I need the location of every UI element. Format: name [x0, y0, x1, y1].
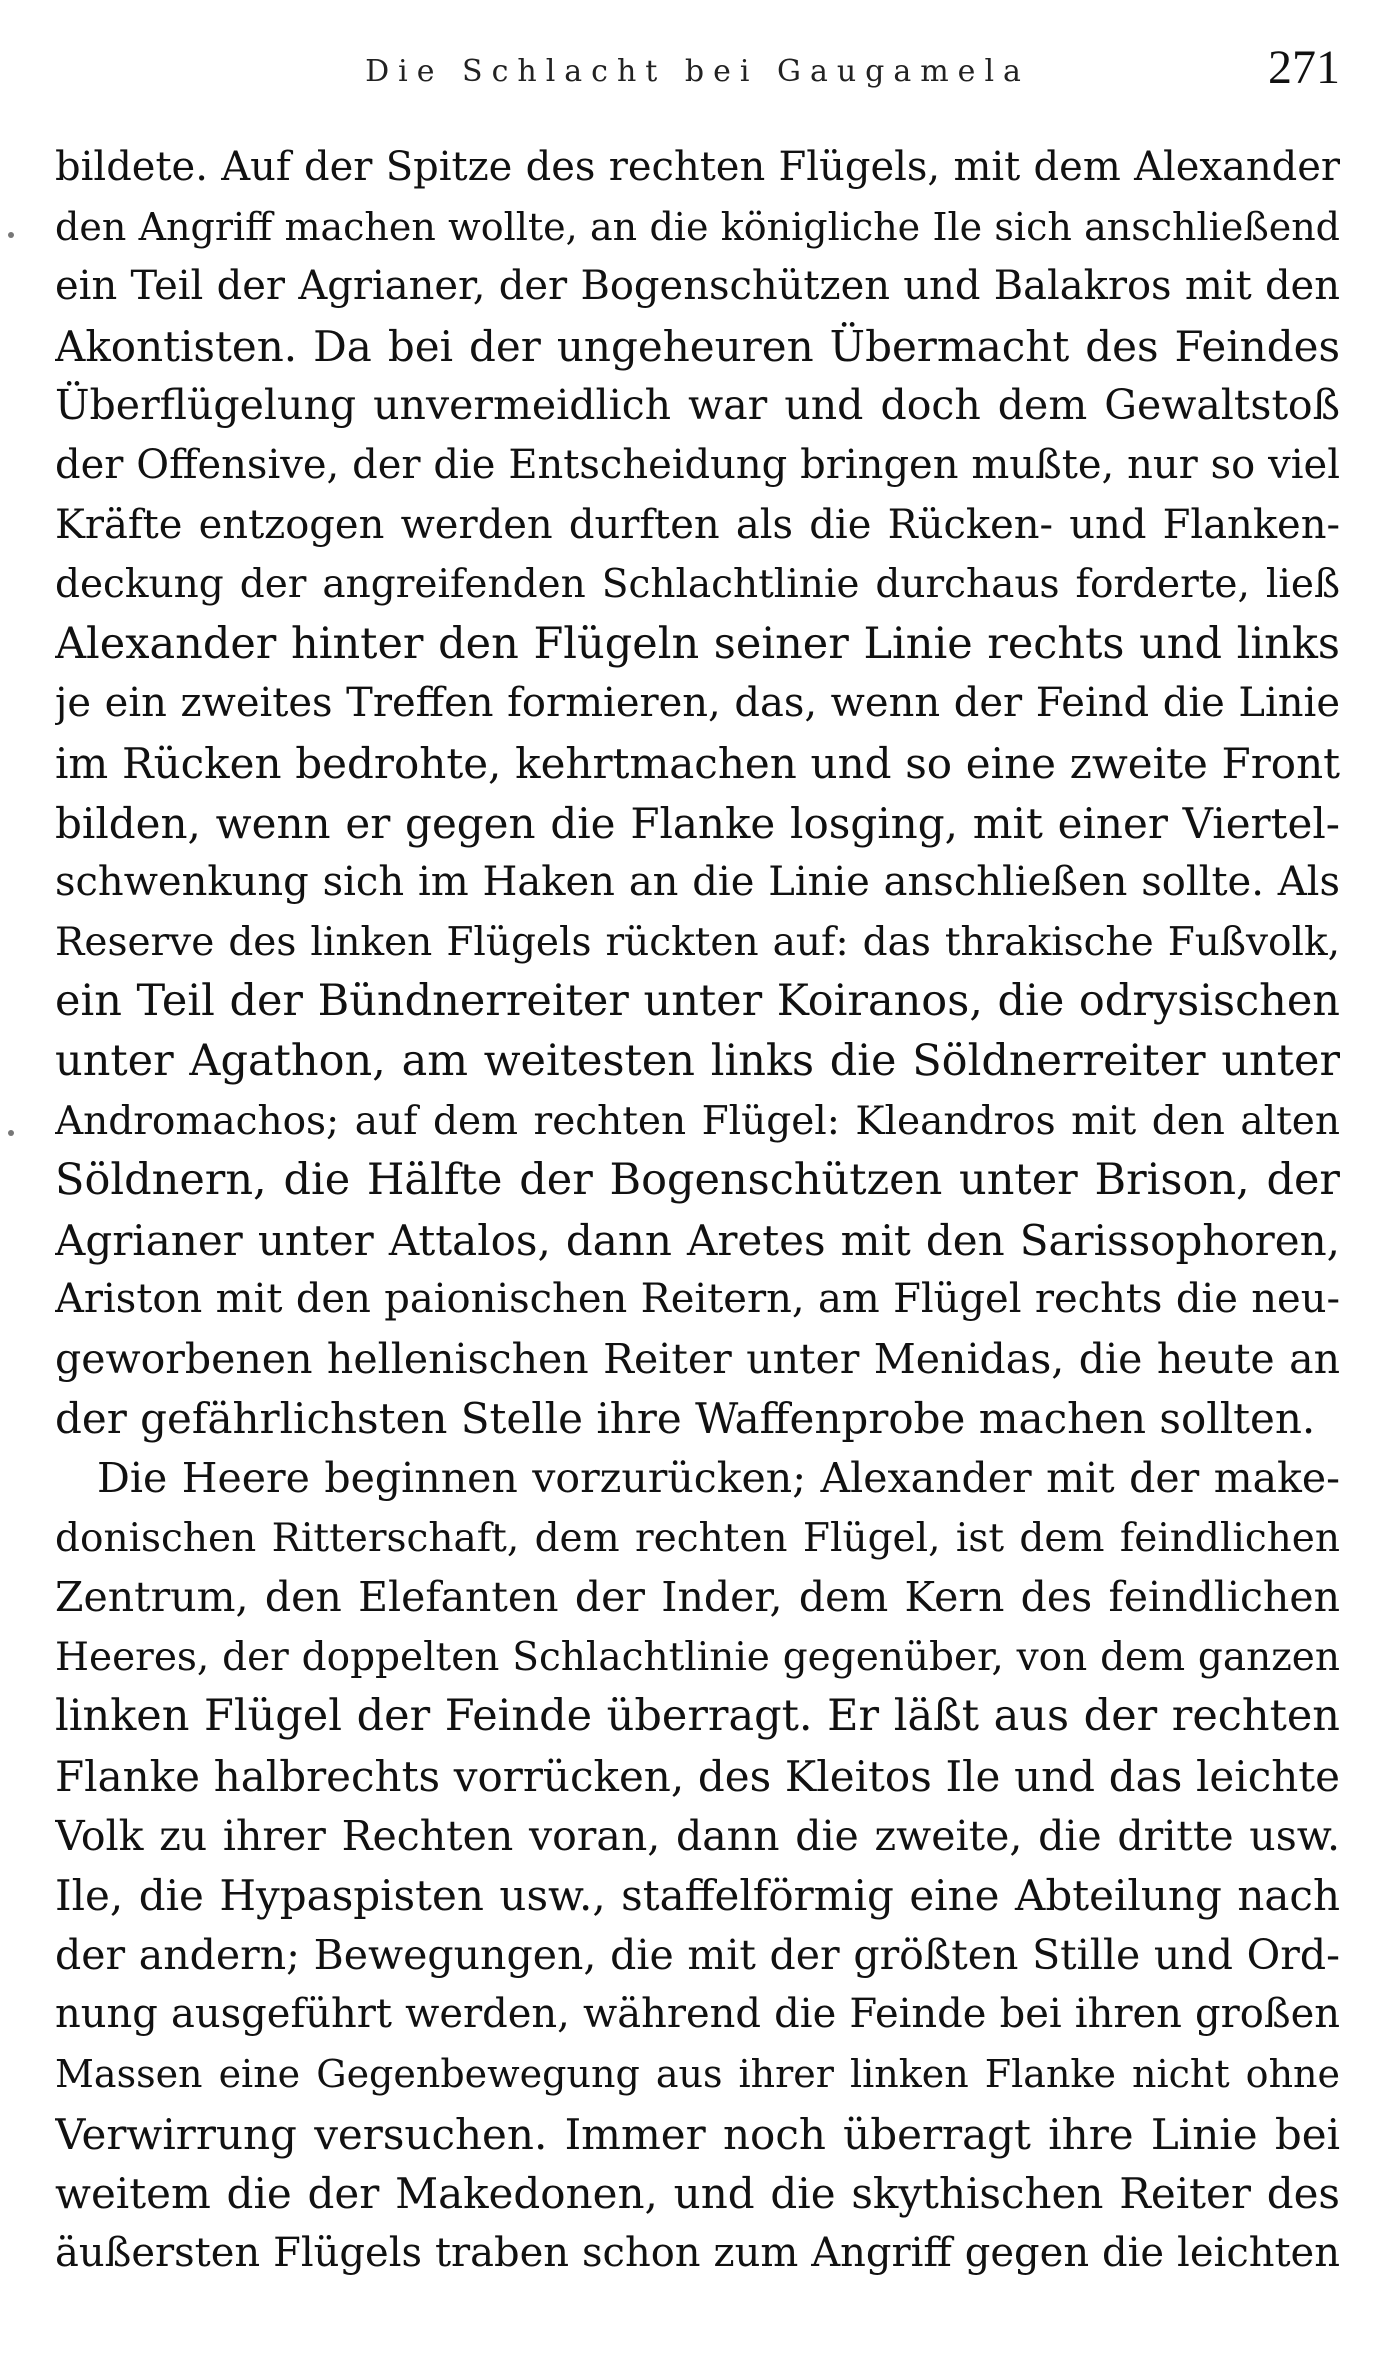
margin-dot — [8, 232, 14, 238]
text-line: je ein zweites Treffen formieren, das, wenn der Feind die Linie — [55, 680, 1340, 727]
text-line: donischen Ritterschaft, dem rechten Flügel, ist dem feindlichen — [55, 1515, 1340, 1561]
text-line: bildete. Auf der Spitze des rechten Flügels, mit dem Alexander — [55, 144, 1340, 190]
text-line: Söldnern, die Hälfte der Bogenschützen unter Brison, der — [55, 1155, 1340, 1206]
running-head: Die Schlacht bei Gaugamela — [365, 54, 1030, 89]
paragraph — [55, 1449, 1340, 2283]
margin-dot — [8, 1130, 14, 1136]
text-line: unter Agathon, am weitesten links die Söldnerreiter unter — [55, 1035, 1340, 1086]
text-line: Alexander hinter den Flügeln seiner Linie rechts und links — [55, 618, 1340, 669]
text-line: bilden, wenn er gegen die Flanke losging, mit einer Viertel- — [55, 798, 1340, 848]
text-line: nung ausgeführt werden, während die Feinde bei ihren großen — [55, 1991, 1340, 2038]
body-text — [55, 138, 1340, 2283]
text-line: Verwirrung versuchen. Immer noch überragt ihre Linie bei — [55, 2109, 1340, 2159]
text-line: Zentrum, den Elefanten der Inder, dem Kern des feindlichen — [55, 1573, 1340, 1622]
text-line: Akontisten. Da bei der ungeheuren Übermacht des Feindes — [55, 321, 1340, 371]
text-line: der gefährlichsten Stelle ihre Waffenprobe machen sollten. — [55, 1394, 1316, 1444]
text-line: äußersten Flügels traben schon zum Angriff gegen die leichten — [55, 2229, 1340, 2276]
text-line: ein Teil der Bündnerreiter unter Koiranos, die odrysischen — [55, 976, 1340, 1027]
text-line: schwenkung sich im Haken an die Linie anschließen sollte. Als — [55, 859, 1340, 906]
text-line: Heeres, der doppelten Schlachtlinie gegenüber, von dem ganzen — [55, 1634, 1340, 1680]
text-line: Ile, die Hypaspisten usw., staffelförmig eine Abteilung nach — [55, 1871, 1340, 1921]
text-line: Andromachos; auf dem rechten Flügel: Kleandros mit den alten — [55, 1098, 1340, 1144]
text-line: Ariston mit den paionischen Reitern, am Flügel rechts die neu- — [55, 1276, 1340, 1323]
text-line: deckung der angreifenden Schlachtlinie durchaus forderte, ließ — [55, 562, 1340, 608]
page-header — [55, 40, 1340, 110]
text-line: Kräfte entzogen werden durften als die Rücken- und Flanken- — [55, 501, 1340, 548]
text-line: Volk zu ihrer Rechten voran, dann die zweite, die dritte usw. — [55, 1811, 1340, 1860]
text-line: den Angriff machen wollte, an die königliche Ile sich anschließend — [55, 204, 1340, 249]
page-number: 271 — [1268, 41, 1340, 94]
text-line: Die Heere beginnen vorzurücken; Alexander mit der make- — [97, 1454, 1340, 1503]
text-line: linken Flügel der Feinde überragt. Er läßt aus der rechten — [55, 1691, 1340, 1742]
text-line: der andern; Bewegungen, die mit der größten Stille und Ord- — [55, 1930, 1340, 1979]
text-line: weitem die der Makedonen, und die skythischen Reiter des — [55, 2169, 1340, 2219]
text-line: der Offensive, der die Entscheidung bringen mußte, nur so viel — [55, 441, 1340, 488]
text-line: Reserve des linken Flügels rückten auf: das thrakische Fußvolk, — [55, 919, 1340, 965]
text-line: Massen eine Gegenbewegung aus ihrer linken Flanke nicht ohne — [55, 2052, 1340, 2096]
text-line: Flanke halbrechts vorrücken, des Kleitos Ile und das leichte — [55, 1752, 1340, 1802]
text-line: ein Teil der Agrianer, der Bogenschützen und Balakros mit den — [55, 263, 1340, 310]
text-line: im Rücken bedrohte, kehrtmachen und so eine zweite Front — [55, 738, 1340, 788]
text-line: Überflügelung unvermeidlich war und doch dem Gewaltstoß — [55, 381, 1340, 430]
text-line: Agrianer unter Attalos, dann Aretes mit den Sarissophoren, — [55, 1215, 1340, 1265]
paragraph — [55, 138, 1340, 1449]
text-line: geworbenen hellenischen Reiter unter Menidas, die heute an — [55, 1334, 1340, 1383]
